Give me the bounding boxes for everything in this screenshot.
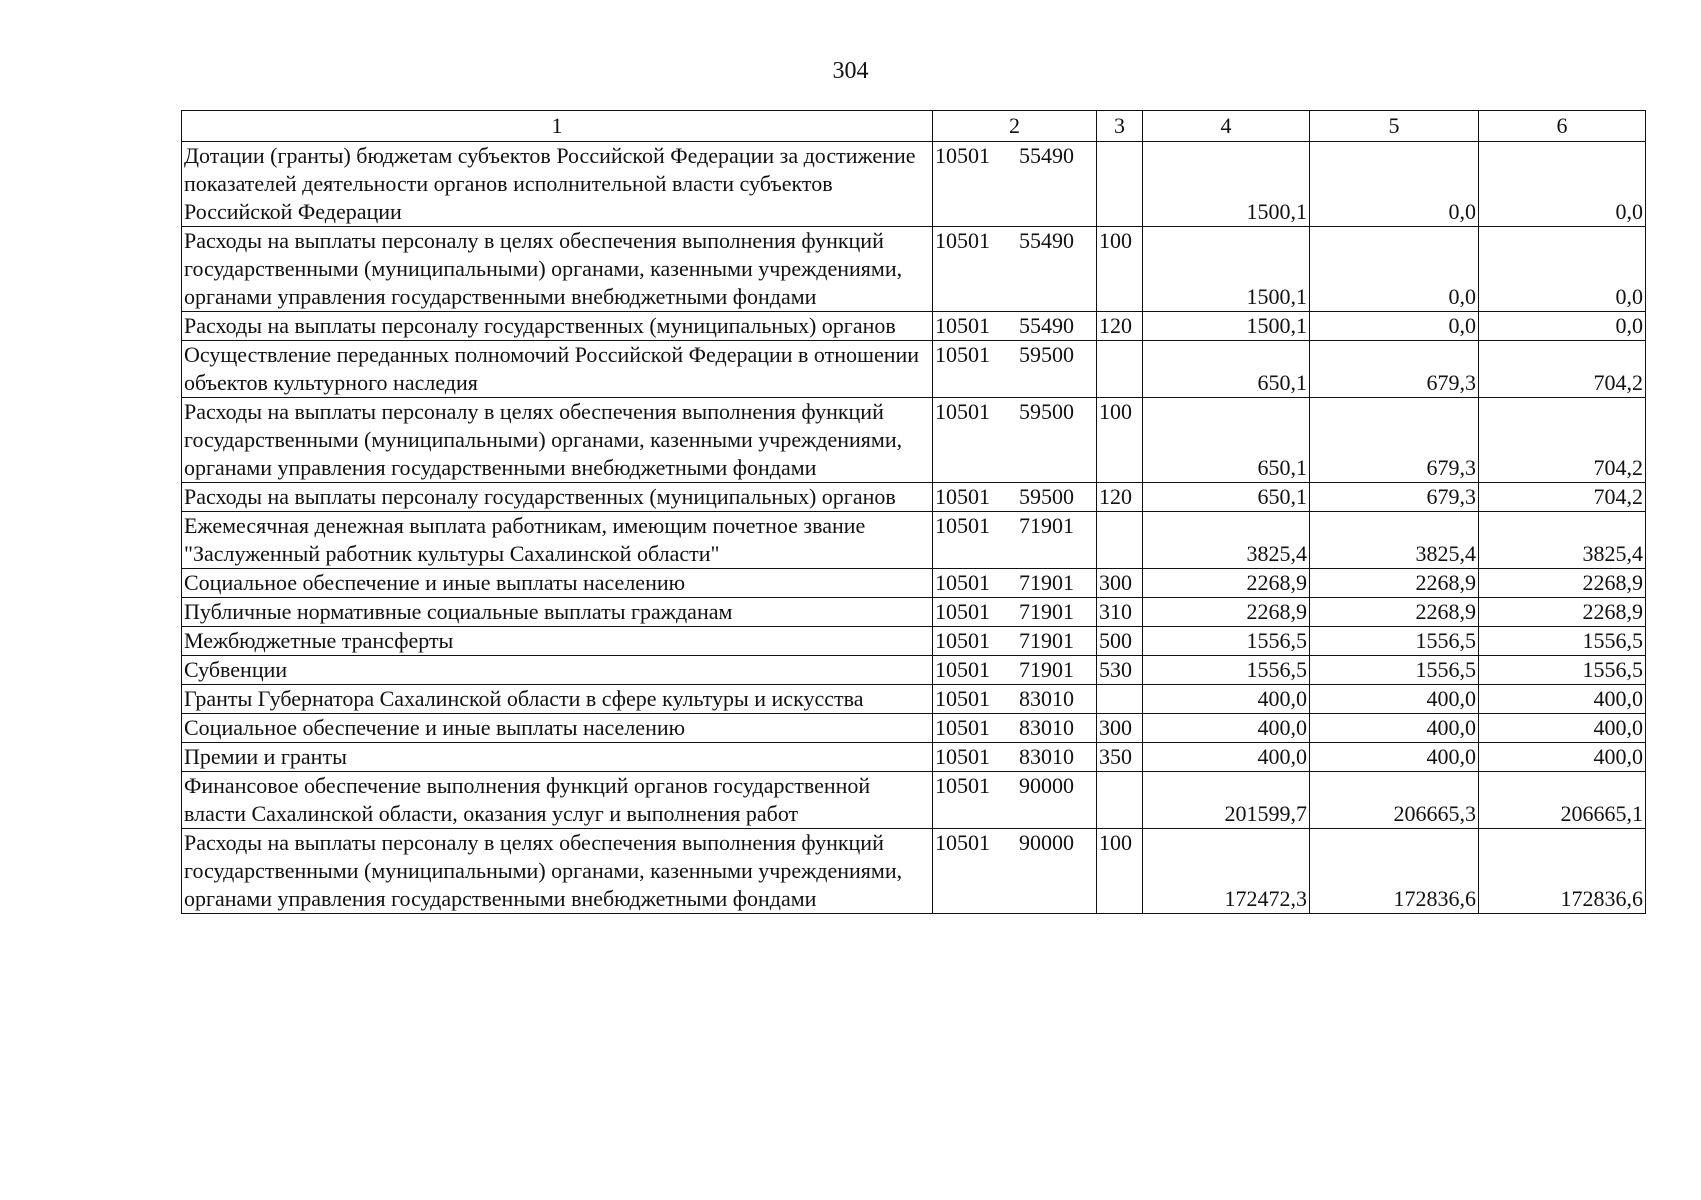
- row-type-cell: 100: [1097, 227, 1143, 312]
- row-type-cell: 350: [1097, 743, 1143, 772]
- row-value-5: 400,0: [1310, 743, 1479, 772]
- row-type-cell: [1097, 142, 1143, 227]
- table-row: [182, 685, 1646, 714]
- header-cell: 2: [933, 111, 1097, 142]
- code-section: 10501: [935, 342, 990, 367]
- row-value-5: 1556,5: [1310, 656, 1479, 685]
- row-value-6: 704,2: [1479, 483, 1646, 512]
- row-value-5: 3825,4: [1310, 512, 1479, 569]
- row-value-6: 704,2: [1479, 341, 1646, 398]
- row-value-6: 172836,6: [1479, 829, 1646, 914]
- code-section: 10501: [935, 599, 990, 624]
- code-section: 10501: [935, 313, 990, 338]
- row-value-4: 1556,5: [1143, 656, 1310, 685]
- row-type-cell: 100: [1097, 398, 1143, 483]
- code-section: 10501: [935, 657, 990, 682]
- row-name-cell: Дотации (гранты) бюджетам субъектов Российской Федерации за достижение показателей деятельности органов исполнительной власти субъектов Российской Федерации: [182, 142, 933, 227]
- row-value-5: 206665,3: [1310, 772, 1479, 829]
- code-section: 10501: [935, 715, 990, 740]
- header-cell: 6: [1479, 111, 1646, 142]
- row-value-6: 0,0: [1479, 312, 1646, 341]
- row-type-cell: 120: [1097, 312, 1143, 341]
- row-name-cell: Расходы на выплаты персоналу в целях обеспечения выполнения функций государственными (муниципальными) органами, казенными учреждениями, органами управления государственными внебюджетными фондами: [182, 398, 933, 483]
- table-row: [182, 772, 1646, 829]
- row-value-4: 172472,3: [1143, 829, 1310, 914]
- code-section: 10501: [935, 228, 990, 253]
- row-value-4: 650,1: [1143, 398, 1310, 483]
- row-value-6: 3825,4: [1479, 512, 1646, 569]
- row-type-cell: 300: [1097, 714, 1143, 743]
- row-value-5: 1556,5: [1310, 627, 1479, 656]
- row-value-4: 1500,1: [1143, 142, 1310, 227]
- row-value-6: 704,2: [1479, 398, 1646, 483]
- row-value-4: 3825,4: [1143, 512, 1310, 569]
- row-code-cell: [933, 312, 1097, 341]
- row-value-4: 650,1: [1143, 341, 1310, 398]
- row-name-cell: Гранты Губернатора Сахалинской области в сфере культуры и искусства: [182, 685, 933, 714]
- code-section: 10501: [935, 484, 990, 509]
- row-type-cell: 310: [1097, 598, 1143, 627]
- row-value-5: 2268,9: [1310, 569, 1479, 598]
- row-value-4: 400,0: [1143, 714, 1310, 743]
- header-cell: 4: [1143, 111, 1310, 142]
- row-value-4: 1500,1: [1143, 227, 1310, 312]
- row-value-5: 679,3: [1310, 341, 1479, 398]
- code-section: 10501: [935, 830, 990, 855]
- header-cell: 5: [1310, 111, 1479, 142]
- row-name-cell: Расходы на выплаты персоналу государственных (муниципальных) органов: [182, 312, 933, 341]
- table-row: [182, 714, 1646, 743]
- row-code-cell: [933, 829, 1097, 914]
- table-row: [182, 341, 1646, 398]
- table-row: [182, 483, 1646, 512]
- row-name-cell: Расходы на выплаты персоналу государственных (муниципальных) органов: [182, 483, 933, 512]
- row-value-6: 400,0: [1479, 685, 1646, 714]
- row-value-6: 2268,9: [1479, 569, 1646, 598]
- table-row: [182, 598, 1646, 627]
- code-target: 71901: [1019, 628, 1074, 653]
- row-value-6: 206665,1: [1479, 772, 1646, 829]
- code-target: 55490: [1019, 313, 1074, 338]
- code-section: 10501: [935, 143, 990, 168]
- code-section: 10501: [935, 399, 990, 424]
- table-row: [182, 142, 1646, 227]
- code-target: 83010: [1019, 715, 1074, 740]
- row-name-cell: Межбюджетные трансферты: [182, 627, 933, 656]
- row-value-4: 2268,9: [1143, 569, 1310, 598]
- row-value-6: 400,0: [1479, 743, 1646, 772]
- table-row: [182, 569, 1646, 598]
- row-name-cell: Социальное обеспечение и иные выплаты населению: [182, 714, 933, 743]
- code-target: 71901: [1019, 513, 1074, 538]
- row-code-cell: [933, 714, 1097, 743]
- code-target: 59500: [1019, 484, 1074, 509]
- row-type-cell: 300: [1097, 569, 1143, 598]
- row-name-cell: Финансовое обеспечение выполнения функций органов государственной власти Сахалинской области, оказания услуг и выполнения работ: [182, 772, 933, 829]
- code-target: 83010: [1019, 744, 1074, 769]
- row-code-cell: [933, 656, 1097, 685]
- code-target: 90000: [1019, 773, 1074, 798]
- budget-table: [181, 110, 1646, 914]
- code-target: 71901: [1019, 599, 1074, 624]
- row-name-cell: Публичные нормативные социальные выплаты гражданам: [182, 598, 933, 627]
- code-target: 90000: [1019, 830, 1074, 855]
- header-row: [182, 111, 1646, 142]
- code-target: 83010: [1019, 686, 1074, 711]
- table-row: [182, 743, 1646, 772]
- row-code-cell: [933, 512, 1097, 569]
- row-name-cell: Премии и гранты: [182, 743, 933, 772]
- row-value-4: 2268,9: [1143, 598, 1310, 627]
- row-type-cell: 530: [1097, 656, 1143, 685]
- table-row: [182, 512, 1646, 569]
- table-row: [182, 627, 1646, 656]
- row-value-6: 0,0: [1479, 227, 1646, 312]
- row-code-cell: [933, 483, 1097, 512]
- code-section: 10501: [935, 744, 990, 769]
- row-code-cell: [933, 398, 1097, 483]
- row-name-cell: Социальное обеспечение и иные выплаты населению: [182, 569, 933, 598]
- row-code-cell: [933, 227, 1097, 312]
- row-name-cell: Осуществление переданных полномочий Российской Федерации в отношении объектов культурного наследия: [182, 341, 933, 398]
- code-target: 59500: [1019, 399, 1074, 424]
- row-value-4: 400,0: [1143, 685, 1310, 714]
- row-name-cell: Расходы на выплаты персоналу в целях обеспечения выполнения функций государственными (муниципальными) органами, казенными учреждениями, органами управления государственными внебюджетными фондами: [182, 227, 933, 312]
- code-section: 10501: [935, 686, 990, 711]
- row-value-5: 0,0: [1310, 312, 1479, 341]
- row-code-cell: [933, 627, 1097, 656]
- code-section: 10501: [935, 570, 990, 595]
- row-code-cell: [933, 685, 1097, 714]
- code-target: 55490: [1019, 143, 1074, 168]
- row-name-cell: Ежемесячная денежная выплата работникам, имеющим почетное звание "Заслуженный работник культуры Сахалинской области": [182, 512, 933, 569]
- code-target: 71901: [1019, 657, 1074, 682]
- row-value-5: 0,0: [1310, 142, 1479, 227]
- code-section: 10501: [935, 628, 990, 653]
- table-row: [182, 656, 1646, 685]
- row-value-4: 1500,1: [1143, 312, 1310, 341]
- row-code-cell: [933, 772, 1097, 829]
- row-name-cell: Расходы на выплаты персоналу в целях обеспечения выполнения функций государственными (муниципальными) органами, казенными учреждениями, органами управления государственными внебюджетными фондами: [182, 829, 933, 914]
- row-value-6: 400,0: [1479, 714, 1646, 743]
- table-row: [182, 227, 1646, 312]
- code-target: 59500: [1019, 342, 1074, 367]
- row-type-cell: [1097, 512, 1143, 569]
- table-row: [182, 312, 1646, 341]
- row-type-cell: 500: [1097, 627, 1143, 656]
- header-cell: 1: [182, 111, 933, 142]
- row-type-cell: [1097, 772, 1143, 829]
- row-value-5: 172836,6: [1310, 829, 1479, 914]
- row-value-5: 679,3: [1310, 398, 1479, 483]
- code-section: 10501: [935, 773, 990, 798]
- code-section: 10501: [935, 513, 990, 538]
- row-value-5: 2268,9: [1310, 598, 1479, 627]
- row-value-5: 0,0: [1310, 227, 1479, 312]
- row-name-cell: Субвенции: [182, 656, 933, 685]
- row-value-6: 1556,5: [1479, 627, 1646, 656]
- row-value-6: 0,0: [1479, 142, 1646, 227]
- row-type-cell: 100: [1097, 829, 1143, 914]
- row-value-6: 1556,5: [1479, 656, 1646, 685]
- code-target: 55490: [1019, 228, 1074, 253]
- header-cell: 3: [1097, 111, 1143, 142]
- row-code-cell: [933, 341, 1097, 398]
- row-value-6: 2268,9: [1479, 598, 1646, 627]
- row-type-cell: [1097, 341, 1143, 398]
- row-value-4: 1556,5: [1143, 627, 1310, 656]
- row-code-cell: [933, 142, 1097, 227]
- row-value-4: 201599,7: [1143, 772, 1310, 829]
- row-value-4: 400,0: [1143, 743, 1310, 772]
- row-code-cell: [933, 743, 1097, 772]
- page-number: 304: [832, 58, 869, 84]
- row-value-4: 650,1: [1143, 483, 1310, 512]
- code-target: 71901: [1019, 570, 1074, 595]
- table-row: [182, 398, 1646, 483]
- row-value-5: 400,0: [1310, 714, 1479, 743]
- row-type-cell: [1097, 685, 1143, 714]
- row-type-cell: 120: [1097, 483, 1143, 512]
- row-code-cell: [933, 569, 1097, 598]
- table-row: [182, 829, 1646, 914]
- row-value-5: 679,3: [1310, 483, 1479, 512]
- row-code-cell: [933, 598, 1097, 627]
- row-value-5: 400,0: [1310, 685, 1479, 714]
